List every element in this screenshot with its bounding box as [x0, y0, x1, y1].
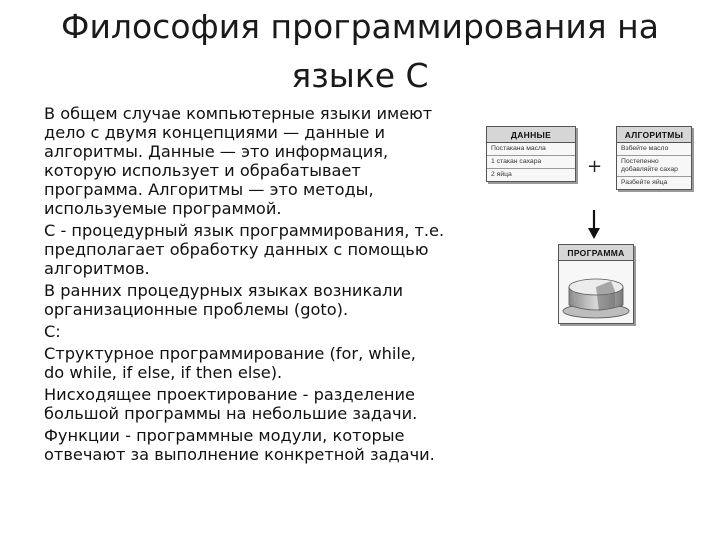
algorithms-card-row: Взбейте масло	[617, 143, 691, 156]
body-line: большой программы на небольшие задачи.	[44, 404, 418, 423]
body-line: do while, if else, if then else).	[44, 363, 283, 382]
body-line: дело с двумя концепциями — данные и	[44, 123, 385, 142]
body-line: В общем случае компьютерные языки имеют	[44, 104, 433, 123]
algorithms-card-row: Разбейте яйца	[621, 179, 668, 186]
slide-title-line-1: Философия программирования на	[61, 7, 659, 46]
body-line: Структурное программирование (for, while,	[44, 344, 416, 363]
body-line: С - процедурный язык программирования, т.е.	[44, 221, 445, 240]
body-line: В ранних процедурных языках возникали	[44, 281, 404, 300]
data-card-row: 2 яйца	[491, 171, 512, 178]
body-line: предполагает обработку данных с помощью	[44, 240, 429, 259]
slide-title-line-2: языке С	[291, 56, 429, 95]
plus-sign: +	[587, 156, 603, 177]
slide-title	[40, 2, 680, 100]
body-line: С:	[44, 322, 61, 341]
data-card-header: ДАННЫЕ	[487, 127, 575, 143]
body-line: отвечают за выполнение конкретной задачи.	[44, 445, 435, 464]
cake-icon	[559, 261, 633, 321]
algorithms-card-row: Постепенно добавляйте сахар	[617, 156, 691, 177]
program-card-header: ПРОГРАММА	[559, 245, 633, 261]
body-line: используемые программой.	[44, 199, 282, 218]
slide-body	[44, 104, 484, 464]
program-card	[558, 244, 634, 324]
body-line: алгоритмы. Данные — это информация,	[44, 142, 389, 161]
body-line: программа. Алгоритмы — это методы,	[44, 180, 374, 199]
body-line: организационные проблемы (goto).	[44, 300, 349, 319]
body-line: которую использует и обрабатывает	[44, 161, 361, 180]
body-line: Нисходящее проектирование - разделение	[44, 385, 415, 404]
down-arrow-icon	[587, 210, 601, 240]
data-card	[486, 126, 576, 182]
data-card-row: Постакана масла	[487, 143, 575, 156]
body-line: Функции - программные модули, которые	[44, 426, 405, 445]
data-algorithms-illustration	[480, 118, 700, 323]
algorithms-card	[616, 126, 692, 190]
data-card-row: 1 стакан сахара	[487, 156, 575, 169]
algorithms-card-header: АЛГОРИТМЫ	[617, 127, 691, 143]
body-line: алгоритмов.	[44, 259, 150, 278]
